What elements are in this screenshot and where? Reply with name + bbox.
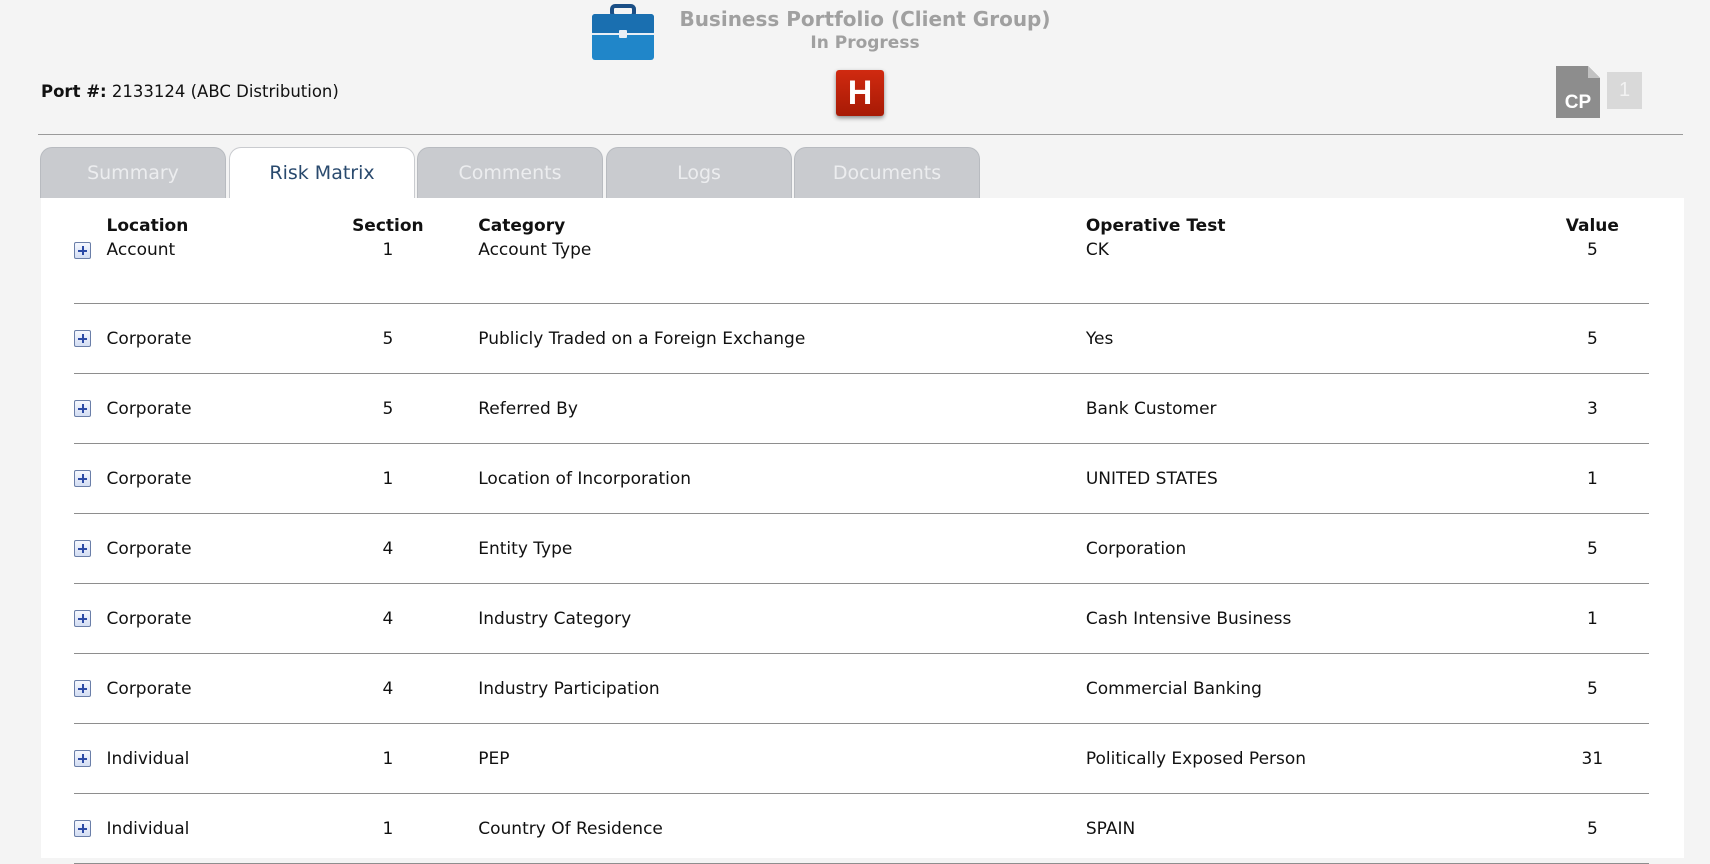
cell-category: Referred By <box>478 374 1086 444</box>
document-cp-icon[interactable] <box>1556 66 1600 118</box>
cell-section: 1 <box>338 444 437 514</box>
cell-category: Industry Participation <box>478 654 1086 724</box>
cp-label: CP <box>1564 92 1592 113</box>
portfolio-heading <box>640 7 1090 55</box>
header-category: Category <box>478 216 566 236</box>
page-title: Business Portfolio (Client Group) <box>679 7 1051 31</box>
cell-category: Industry Category <box>478 584 1086 654</box>
header-value: Value <box>1565 216 1619 236</box>
table-row <box>74 794 1649 864</box>
cell-operative-test: Commercial Banking <box>1086 654 1536 724</box>
cell-section: 4 <box>338 514 437 584</box>
cell-value: 3 <box>1536 374 1649 444</box>
risk-matrix-table <box>74 198 1649 864</box>
cell-location: Corporate <box>107 304 339 374</box>
cell-value: 5 <box>1536 654 1649 724</box>
cell-operative-test: Bank Customer <box>1086 374 1536 444</box>
cell-location: Corporate <box>107 514 339 584</box>
cell-section: 1 <box>338 794 437 864</box>
cell-location: Account <box>107 239 339 304</box>
cell-section: 5 <box>338 304 437 374</box>
cp-count-badge: 1 <box>1607 72 1642 109</box>
expand-plus-icon[interactable] <box>74 820 91 837</box>
table-row <box>74 304 1649 374</box>
expand-plus-icon[interactable] <box>74 242 91 259</box>
cell-value: 5 <box>1536 239 1649 304</box>
cell-operative-test: Corporation <box>1086 514 1536 584</box>
table-row <box>74 374 1649 444</box>
expand-plus-icon[interactable] <box>74 330 91 347</box>
cell-category: Entity Type <box>478 514 1086 584</box>
table-row <box>74 584 1649 654</box>
table-row <box>74 444 1649 514</box>
cell-section: 5 <box>338 374 437 444</box>
cell-operative-test: Cash Intensive Business <box>1086 584 1536 654</box>
cell-category: PEP <box>478 724 1086 794</box>
header-location: Location <box>106 216 189 236</box>
cell-category: Location of Incorporation <box>478 444 1086 514</box>
cell-location: Individual <box>107 794 339 864</box>
cell-operative-test: SPAIN <box>1086 794 1536 864</box>
cell-location: Individual <box>107 724 339 794</box>
table-row <box>74 724 1649 794</box>
expand-plus-icon[interactable] <box>74 400 91 417</box>
cell-location: Corporate <box>107 444 339 514</box>
tab-comments[interactable]: Comments <box>417 147 603 198</box>
tab-documents[interactable]: Documents <box>794 147 980 198</box>
cell-location: Corporate <box>107 654 339 724</box>
port-number <box>41 82 339 101</box>
cell-value: 1 <box>1536 584 1649 654</box>
tab-summary[interactable]: Summary <box>40 147 226 198</box>
expand-plus-icon[interactable] <box>74 470 91 487</box>
cell-category: Country Of Residence <box>478 794 1086 864</box>
cell-location: Corporate <box>107 584 339 654</box>
table-row <box>74 239 1649 304</box>
cell-section: 4 <box>338 654 437 724</box>
table-row <box>74 514 1649 584</box>
cell-section: 4 <box>338 584 437 654</box>
cell-operative-test: UNITED STATES <box>1086 444 1536 514</box>
port-value: 2133124 (ABC Distribution) <box>111 82 339 101</box>
cell-value: 5 <box>1536 794 1649 864</box>
cell-value: 5 <box>1536 514 1649 584</box>
table-row <box>74 654 1649 724</box>
cell-value: 1 <box>1536 444 1649 514</box>
cell-category: Account Type <box>478 239 1086 304</box>
port-label: Port #: <box>41 82 107 101</box>
header-operative-test: Operative Test <box>1085 216 1226 236</box>
expand-plus-icon[interactable] <box>74 540 91 557</box>
status-text: In Progress <box>810 33 920 53</box>
tab-risk-matrix[interactable]: Risk Matrix <box>229 147 415 199</box>
risk-level-badge[interactable]: H <box>836 70 884 116</box>
expand-plus-icon[interactable] <box>74 680 91 697</box>
cell-value: 31 <box>1536 724 1649 794</box>
table-header-row <box>74 198 1649 239</box>
cell-operative-test: Politically Exposed Person <box>1086 724 1536 794</box>
cell-category: Publicly Traded on a Foreign Exchange <box>478 304 1086 374</box>
cell-operative-test: CK <box>1086 239 1536 304</box>
expand-plus-icon[interactable] <box>74 610 91 627</box>
cell-section: 1 <box>338 724 437 794</box>
expand-plus-icon[interactable] <box>74 750 91 767</box>
cell-operative-test: Yes <box>1086 304 1536 374</box>
header-divider <box>38 134 1683 135</box>
cell-value: 5 <box>1536 304 1649 374</box>
cell-section: 1 <box>338 239 437 304</box>
tab-logs[interactable]: Logs <box>606 147 792 198</box>
header-section: Section <box>352 216 424 236</box>
risk-matrix-panel <box>41 198 1684 858</box>
cell-location: Corporate <box>107 374 339 444</box>
